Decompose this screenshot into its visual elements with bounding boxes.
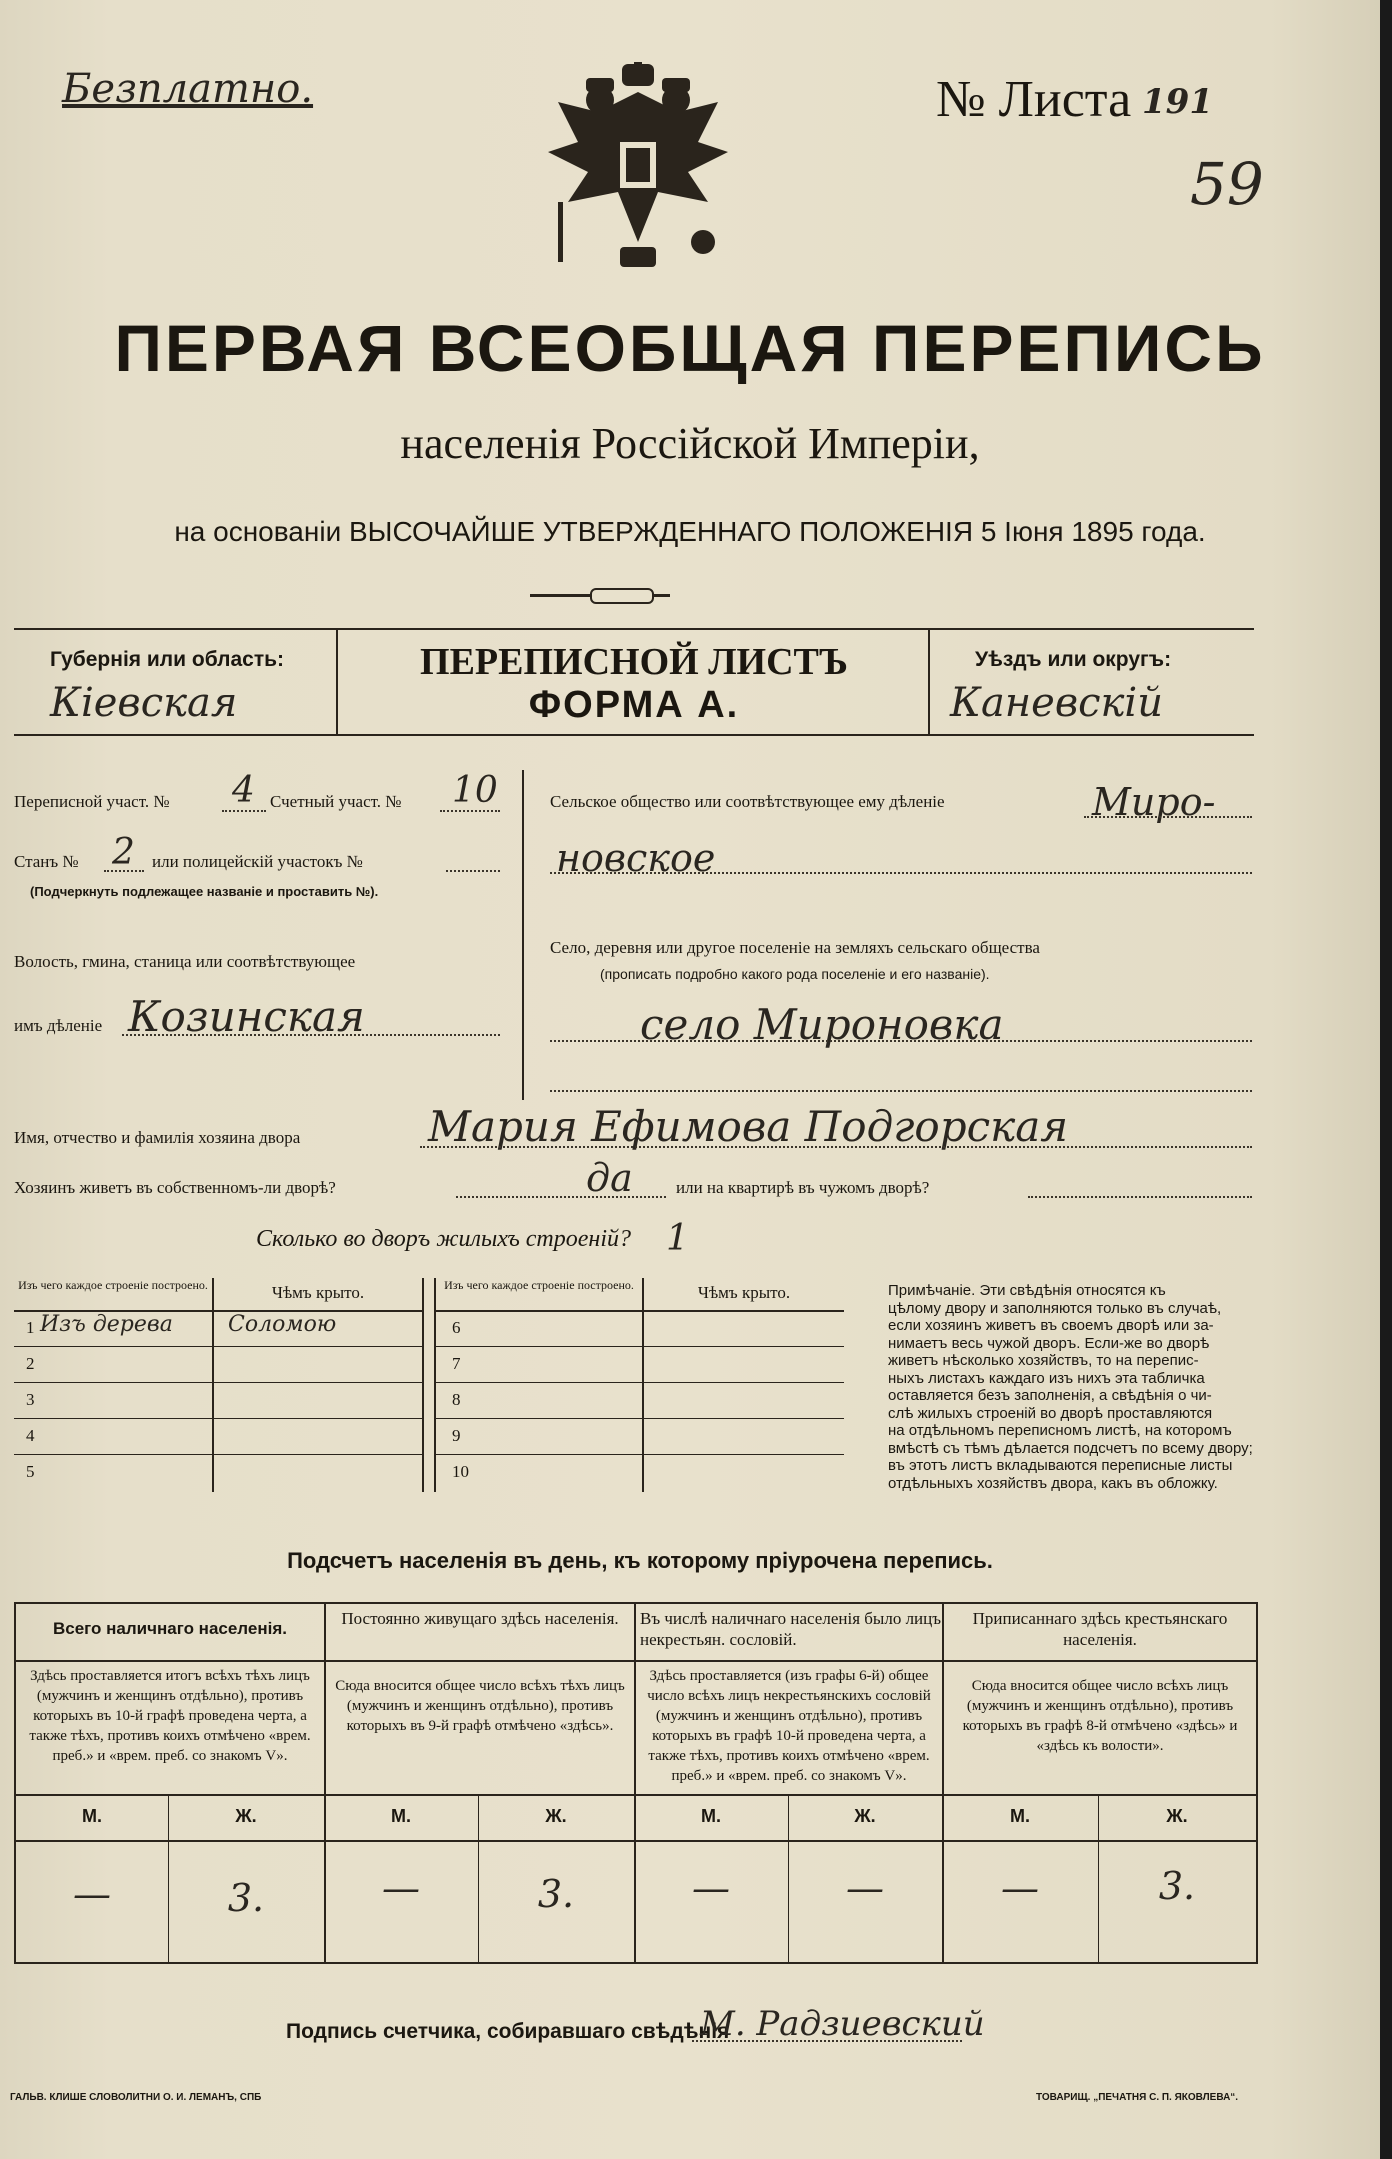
lives-rent-label: или на квартирѣ въ чужомъ дворѣ? (676, 1178, 930, 1197)
buildings-right-col2-head: Чѣмъ крыто. (697, 1283, 791, 1302)
note-line: отдѣльныхъ хозяйствъ двора, какъ въ обложку. (888, 1474, 1218, 1492)
table-row-number: 3 (26, 1390, 35, 1409)
buildings-right-head-rule (436, 1310, 844, 1312)
census-district-value: 4 (232, 770, 255, 811)
pop-female-value: 3. (537, 1872, 575, 1916)
table-row-number: 5 (26, 1462, 35, 1481)
society-label: Сельское общество или соотвѣтствующее ему дѣленіе (550, 792, 945, 811)
village-label: Село, деревня или другое поселеніе на земляхъ сельскаго общества (550, 938, 1040, 957)
volost-value: Козинская (128, 992, 365, 1041)
count-district-line (440, 810, 500, 812)
page-title: ПЕРВАЯ ВСЕОБЩАЯ ПЕРЕПИСЬ (114, 311, 1266, 385)
pop-male-value: — (73, 1872, 111, 1916)
signature-value: М. Радзиевский (700, 2004, 985, 2044)
village-line (550, 1040, 1252, 1042)
stan-note: (Подчеркнуть подлежащее названіе и проставить №). (30, 884, 379, 899)
pop-col-desc: Сюда вносится общее число всѣхъ лицъ (мужчинъ и женщинъ отдѣльно), противъ которыхъ въ графѣ 8-й отмѣчено «здѣсь» и «здѣсь къ волости». (962, 1678, 1238, 1754)
village-value: село Мироновка (640, 1000, 1004, 1049)
society-line-2 (550, 872, 1252, 874)
owner-line (420, 1146, 1252, 1148)
lives-own-label: Хозяинъ живетъ въ собственномъ-ли дворѣ? (14, 1178, 336, 1197)
table-row-number: 10 (452, 1462, 469, 1481)
double-headed-eagle-icon (538, 62, 738, 282)
sheet-number-value: 191 (1142, 82, 1213, 122)
gubernia-divider (336, 628, 338, 736)
male-label: М. (1010, 1806, 1030, 1826)
sheet-number-label: № Листа (936, 71, 1132, 128)
table-row-number: 6 (452, 1318, 461, 1337)
pop-col-head: Всего наличнаго населенія. (53, 1619, 287, 1638)
uezd-value: Каневскій (950, 680, 1163, 726)
buildings-row-rule (14, 1382, 422, 1383)
buildings-row-rule (14, 1454, 422, 1455)
uezd-divider (928, 628, 930, 736)
stan-label: Станъ № (14, 852, 79, 871)
legal-basis: на основаніи ВЫСОЧАЙШЕ УТВЕРЖДЕННАГО ПОЛОЖЕНІЯ 5 Іюня 1895 года. (174, 516, 1206, 547)
pop-head-rule (16, 1660, 1256, 1662)
note-line: если хозяинъ живетъ въ своемъ дворѣ или за- (888, 1317, 1214, 1334)
table-row-number: 1 (26, 1318, 35, 1337)
ornament-center (590, 588, 654, 604)
volost-line (122, 1034, 500, 1036)
table-row-number: 8 (452, 1390, 461, 1409)
form-subtitle: ФОРМА А. (528, 684, 740, 726)
buildings-row-rule (436, 1418, 844, 1419)
note-line: на отдѣльномъ переписномъ листѣ, на которомъ (888, 1422, 1232, 1439)
table-row-number: 7 (452, 1354, 461, 1373)
fields-column-divider (522, 770, 524, 1100)
page-subtitle: населенія Россійской Имперіи, (400, 419, 980, 468)
pop-female-value: — (846, 1866, 884, 1910)
society-value-2: новское (556, 836, 716, 880)
note-line: въ этотъ листъ вкладываются переписные листы (888, 1457, 1233, 1474)
table-row-number: 4 (26, 1426, 35, 1445)
gubernia-value: Кіевская (50, 680, 238, 726)
free-label: Безплатно. (62, 66, 314, 112)
buildings-table-right (434, 1278, 844, 1492)
note-line: оставляется безъ заполненія, а свѣдѣнія о чи- (888, 1387, 1212, 1404)
pop-male-value: — (692, 1866, 730, 1910)
note-line: слѣ жилыхъ строеній во дворѣ проставляются (888, 1404, 1213, 1422)
buildings-row-rule (436, 1346, 844, 1347)
female-label: Ж. (235, 1806, 257, 1826)
female-label: Ж. (854, 1806, 876, 1826)
buildings-table-left (14, 1278, 424, 1492)
buildings-left-col1-head: Изъ чего каждое строеніе построено. (18, 1278, 208, 1292)
pop-col-head: Приписаннаго здѣсь крестьянскаго населенія. (972, 1609, 1228, 1649)
note-line: цѣлому двору и заполняются только въ случаѣ, (888, 1299, 1222, 1317)
note-line: вмѣстѣ съ тѣмъ дѣлается подсчетъ по всему двору; (888, 1439, 1253, 1457)
note-line: нимаетъ весь чужой дворъ. Если-же во дворѣ (888, 1334, 1210, 1352)
count-district-label: Счетный участ. № (270, 792, 402, 811)
society-line-1 (1084, 816, 1252, 818)
building-roof: Соломою (228, 1312, 337, 1337)
signature-label: Подпись счетчика, собиравшаго свѣдѣнія (286, 2020, 730, 2043)
lives-own-line (456, 1196, 666, 1198)
pop-female-value: 3. (1158, 1864, 1196, 1908)
gubernia-label: Губернія или область: (50, 648, 285, 671)
village-note: (прописать подробно какого рода поселеніе и его названіе). (600, 966, 990, 982)
pop-mf-rule (16, 1840, 1256, 1842)
buildings-row-rule (436, 1382, 844, 1383)
pop-col-desc: Сюда вносится общее число всѣхъ тѣхъ лицъ (мужчинъ и женщинъ отдѣльно), противъ которыхъ въ 9-й графѣ отмѣчено «здѣсь». (335, 1678, 625, 1734)
population-table (14, 1602, 1258, 1964)
volost-label-2: имъ дѣленіе (14, 1016, 103, 1035)
pop-female-value: 3. (227, 1876, 265, 1920)
pop-desc-rule (16, 1794, 1256, 1796)
note-line: живетъ нѣсколько хозяйствъ, то на перепис- (888, 1352, 1199, 1369)
buildings-row-rule (14, 1346, 422, 1347)
owner-value: Мария Ефимова Подгорская (428, 1102, 1069, 1151)
stan-value: 2 (112, 832, 135, 873)
female-label: Ж. (545, 1806, 567, 1826)
lives-rent-line (1028, 1196, 1252, 1198)
population-title: Подсчетъ населенія въ день, къ которому пріурочена перепись. (287, 1548, 993, 1573)
uezd-label: Уѣздъ или округъ: (975, 648, 1172, 671)
pop-male-value: — (1001, 1866, 1039, 1910)
table-row-number: 2 (26, 1354, 35, 1373)
pop-col-head: Въ числѣ наличнаго населенія было лицъ некрестьян. сословій. (640, 1609, 942, 1649)
female-label: Ж. (1166, 1806, 1188, 1826)
owner-label: Имя, отчество и фамилія хозяина двора (14, 1128, 301, 1147)
buildings-row-rule (14, 1418, 422, 1419)
buildings-count-label: Сколько во дворъ жилыхъ строеній? (256, 1226, 631, 1252)
building-material: Изъ дерева (40, 1312, 173, 1337)
lives-own-value: да (586, 1156, 633, 1200)
buildings-note (888, 1282, 1260, 1492)
volost-label: Волость, гмина, станица или соотвѣтствующее (14, 952, 356, 971)
signature-line (692, 2040, 962, 2042)
pop-col-desc: Здѣсь проставляется (изъ графы 6-й) общее число всѣхъ лицъ некрестьянскихъ сословій (мужчинъ и женщинъ отдѣльно), противъ которыхъ въ графѣ 10-й проведена черта, а также тѣхъ, противъ коихъ отмѣчено «врем. преб.» и «врем. преб. со знакомъ V». (647, 1668, 931, 1784)
handwritten-page-number: 59 (1190, 150, 1264, 218)
table-row-number: 9 (452, 1426, 461, 1445)
police-district-label: или полицейскій участокъ № (152, 852, 363, 871)
pop-male-value: — (382, 1866, 420, 1910)
printer-left: ГАЛЬВ. КЛИШЕ СЛОВОЛИТНИ О. И. ЛЕМАНЪ, СПБ (10, 2092, 262, 2103)
buildings-count-value: 1 (666, 1218, 689, 1259)
note-line: Примѣчаніе. Эти свѣдѣнія относятся къ (888, 1282, 1166, 1299)
male-label: М. (391, 1806, 411, 1826)
note-line: ныхъ листахъ каждаго изъ нихъ эта табличка (888, 1369, 1205, 1387)
form-title: ПЕРЕПИСНОЙ ЛИСТЪ (420, 641, 848, 683)
buildings-left-col2-head: Чѣмъ крыто. (271, 1283, 365, 1302)
form-title-top-rule (14, 628, 1254, 630)
male-label: М. (701, 1806, 721, 1826)
society-value-1: Миро- (1092, 780, 1216, 824)
police-district-line (446, 870, 500, 872)
count-district-value: 10 (452, 770, 498, 811)
census-district-line (222, 810, 266, 812)
form-title-bottom-rule (14, 734, 1254, 736)
buildings-right-col1-head: Изъ чего каждое строеніе построено. (444, 1278, 634, 1292)
census-district-label: Переписной участ. № (14, 792, 170, 811)
stan-line (104, 870, 144, 872)
pop-col-desc: Здѣсь проставляется итогъ всѣхъ тѣхъ лицъ (мужчинъ и женщинъ отдѣльно), противъ которыхъ въ 10-й графѣ проведена черта, а также тѣхъ, противъ коихъ отмѣчено «врем. преб.» и «врем. преб. со знакомъ V». (29, 1668, 311, 1764)
buildings-row-rule (436, 1454, 844, 1455)
village-line-2 (550, 1090, 1252, 1092)
male-label: М. (82, 1806, 102, 1826)
pop-col-head: Постоянно живущаго здѣсь населенія. (341, 1609, 619, 1628)
printer-right: ТОВАРИЩ. „ПЕЧАТНЯ С. П. ЯКОВЛЕВА“. (1036, 2092, 1239, 2103)
